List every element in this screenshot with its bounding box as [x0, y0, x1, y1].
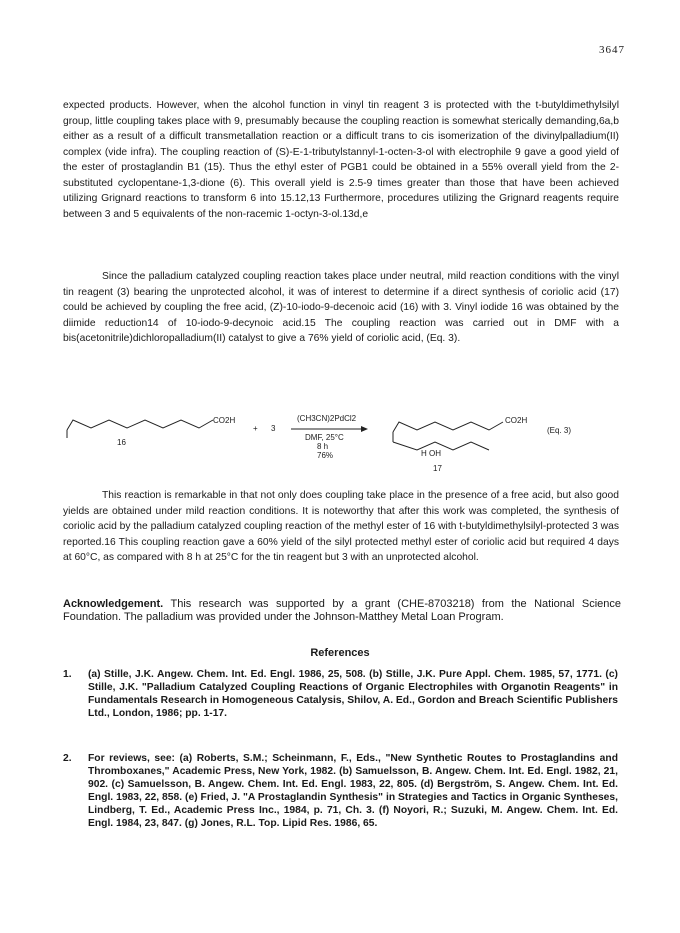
paragraph-2: Since the palladium catalyzed coupling reaction takes place under neutral, mild reaction conditions with the vinyl tin reagent (3) bearing the unprotected alcohol, it was of interest to determine if a direct synthesis of coriolic acid (17) could be achieved by coupling the free acid, (Z)-10-iodo-9-decenoic acid (16) with 3. Vinyl iodide 16 was obtained by the diimide reduction14 of 10-iodo-9-decynoic acid.15 The coupling reaction was carried out in DMF with a bis(acetonitrile)dichloropalladium(II) catalyst to give a 76% yield of coriolic acid, (Eq. 3). — [63, 271, 619, 344]
reaction-scheme-drawing — [63, 416, 623, 476]
references-heading: References — [310, 647, 370, 659]
reference-text: (a) Stille, J.K. Angew. Chem. Int. Ed. Engl. 1986, 25, 508. (b) Stille, J.K. Pure Appl. Chem. 1985, 57, 1771. (c) Stille, J.K. "Palladium Catalyzed Coupling Reactions of Organic Electrophiles with Organotin Reagents" in Fundamentals Research in Homogeneous Catalysis, Shilov, A. Ed., Gordon and Breach Scientific Publishers Ltd., London, 1986; pp. 1-17. — [88, 669, 618, 719]
solvent-label: DMF, 25°C — [305, 433, 344, 442]
acknowledgement — [63, 598, 621, 624]
reagent-number: 3 — [271, 424, 276, 433]
reactant-acid-label: CO2H — [213, 416, 236, 425]
catalyst-label: (CH3CN)2PdCl2 — [297, 414, 357, 423]
reaction-equation-3 — [63, 416, 623, 476]
page-number: 3647 — [599, 44, 625, 56]
reference-number: 1. — [63, 669, 72, 680]
paragraph-3: This reaction is remarkable in that not only does coupling take place in the presence of a free acid, but also good yields are obtained under mild reaction conditions. It is noteworthy that after this work was completed, the synthesis of coriolic acid by the palladium catalyzed coupling reaction of the methyl ester of 16 with t-butyldimethylsilyl-protected 3 was reported.16 This coupling reaction gave a 60% yield of the silyl protected methyl ester of coriolic acid but required 4 days at 60°C, as compared with 8 h at 25°C for the tin reagent but 3 with an unprotected alcohol. — [63, 490, 619, 563]
product-acid-label: CO2H — [505, 416, 528, 425]
reference-item — [63, 752, 619, 852]
yield-label: 76% — [317, 451, 334, 460]
time-label: 8 h — [317, 442, 329, 451]
product-number: 17 — [433, 464, 442, 473]
reference-number: 2. — [63, 753, 72, 764]
product-hydroxyl-label: H OH — [421, 449, 441, 458]
paragraph-1: expected products. However, when the alcohol function in vinyl tin reagent 3 is protected with the t-butyldimethylsilyl group, little coupling takes place with 9, presumably because the coupling reaction is somewhat sterically demanding,6a,b either as a result of a difficult transmetallation reaction or a difficult trans to cis isomerization of the divinylpalladium(II) complex (vide infra). The coupling reaction of (S)-E-1-tributylstannyl-1-octen-3-ol with electrophile 9 gave a good yield of the ester of prostaglandin B1 (15). Thus the ethyl ester of PGB1 could be obtained in a 55% overall yield from the 2-substituted cyclopentane-1,3-dione (6). This overall yield is 2.5-9 times greater than those that have been achieved utilizing Grignard reactions to transform 6 into 15.12,13 Furthermore, procedures utilizing the Grignard reagents require between 3 and 5 equivalents of the non-racemic 1-octyn-3-ol.13d,e — [63, 100, 619, 220]
reactant-number: 16 — [117, 438, 126, 447]
reference-item — [63, 668, 619, 740]
product-structure — [393, 422, 503, 432]
acknowledgement-heading: Acknowledgement. — [63, 598, 164, 610]
acknowledgement-text: This research was supported by a grant (CHE-8703218) from the National Science Foundation. The palladium was provided under the Johnson-Matthey Metal Loan Program. — [63, 598, 622, 623]
reference-text: For reviews, see: (a) Roberts, S.M.; Scheinmann, F., Eds., "New Synthetic Routes to Prostaglandins and Thromboxanes," Academic Press, New York, 1982. (b) Samuelsson, B. Angew. Chem. Int. Ed. Engl. 1982, 21, 902. (c) Samuelsson, B. Angew. Chem. Int. Ed. Engl. 1983, 22, 805. (d) Bergström, S. Angew. Chem. Int. Ed. Engl. 1983, 22, 858. (e) Fried, J. "A Prostaglandin Synthesis" in Strategies and Tactics in Organic Syntheses, Lindberg, T. Ed., Academic Press Inc., 1984, p. 71, Ch. 3. (f) Noyori, R.; Suzuki, M. Angew. Chem. Int. Ed. Engl. 1984, 23, 847. (g) Jones, R.L. Top. Lipid Res. 1986, 65. — [88, 753, 618, 829]
reactant-structure — [67, 420, 213, 430]
plus-sign: + — [253, 424, 258, 433]
equation-label: (Eq. 3) — [547, 426, 572, 435]
